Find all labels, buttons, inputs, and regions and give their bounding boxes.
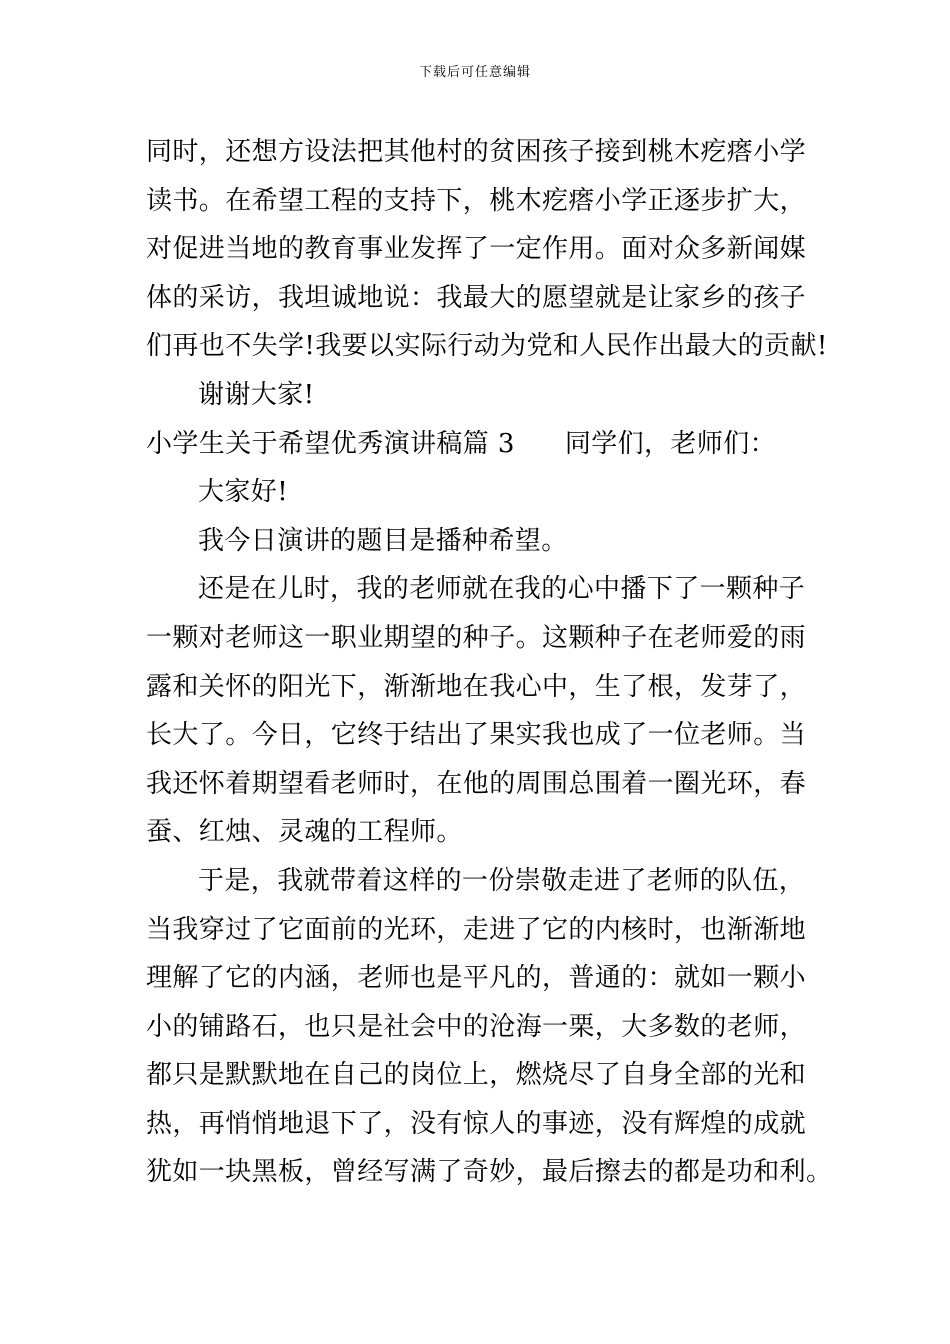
text-line: 还是在儿时，我的老师就在我的心中播下了一颗种子 <box>198 574 806 605</box>
salutation: 同学们，老师们： <box>564 428 777 459</box>
text-line: 同时，还想方设法把其他村的贫困孩子接到桃木疙瘩小学 <box>146 137 807 167</box>
text-line: 我今日演讲的题目是播种希望。 <box>198 525 568 556</box>
section-heading-line <box>146 420 810 469</box>
text-line: 犹如一块黑板，曾经写满了奇妙，最后擦去的都是功和利。 <box>146 1157 833 1188</box>
text-line: 们再也不失学!我要以实际行动为党和人民作出最大的贡献! <box>146 331 828 362</box>
text-line: 我还怀着期望看老师时，在他的周围总围着一圈光环，春 <box>146 768 807 799</box>
text-line: 读书。在希望工程的支持下，桃木疙瘩小学正逐步扩大， <box>146 185 807 216</box>
text-line: 理解了它的内涵，老师也是平凡的，普通的：就如一颗小 <box>146 963 807 994</box>
text-line: 体的采访，我坦诚地说：我最大的愿望就是让家乡的孩子 <box>146 282 807 313</box>
text-line: 长大了。今日，它终于结出了果实我也成了一位老师。当 <box>146 720 807 751</box>
text-line: 谢谢大家! <box>198 379 315 410</box>
text-line: 一颗对老师这一职业期望的种子。这颗种子在老师爱的雨 <box>146 622 807 653</box>
text-line: 小的铺路石，也只是社会中的沧海一栗，大多数的老师， <box>146 1011 807 1042</box>
text-line: 热，再悄悄地退下了，没有惊人的事迹，没有辉煌的成就 <box>146 1108 807 1139</box>
text-line: 露和关怀的阳光下，渐渐地在我心中，生了根，发芽了， <box>146 671 807 702</box>
body-text <box>146 128 833 1197</box>
section-heading: 小学生关于希望优秀演讲稿篇 3 <box>146 428 515 459</box>
text-line: 当我穿过了它面前的光环，走进了它的内核时，也渐渐地 <box>146 914 807 945</box>
text-line: 于是，我就带着这样的一份崇敬走进了老师的队伍， <box>198 865 806 896</box>
text-line: 蚕、红烛、灵魂的工程师。 <box>146 817 463 848</box>
page-header: 下载后可任意编辑 <box>418 65 531 80</box>
text-line: 大家好! <box>198 477 289 508</box>
text-line: 都只是默默地在自己的岗位上，燃烧尽了自身全部的光和 <box>146 1060 807 1091</box>
text-line: 对促进当地的教育事业发挥了一定作用。面对众多新闻媒 <box>146 234 807 265</box>
